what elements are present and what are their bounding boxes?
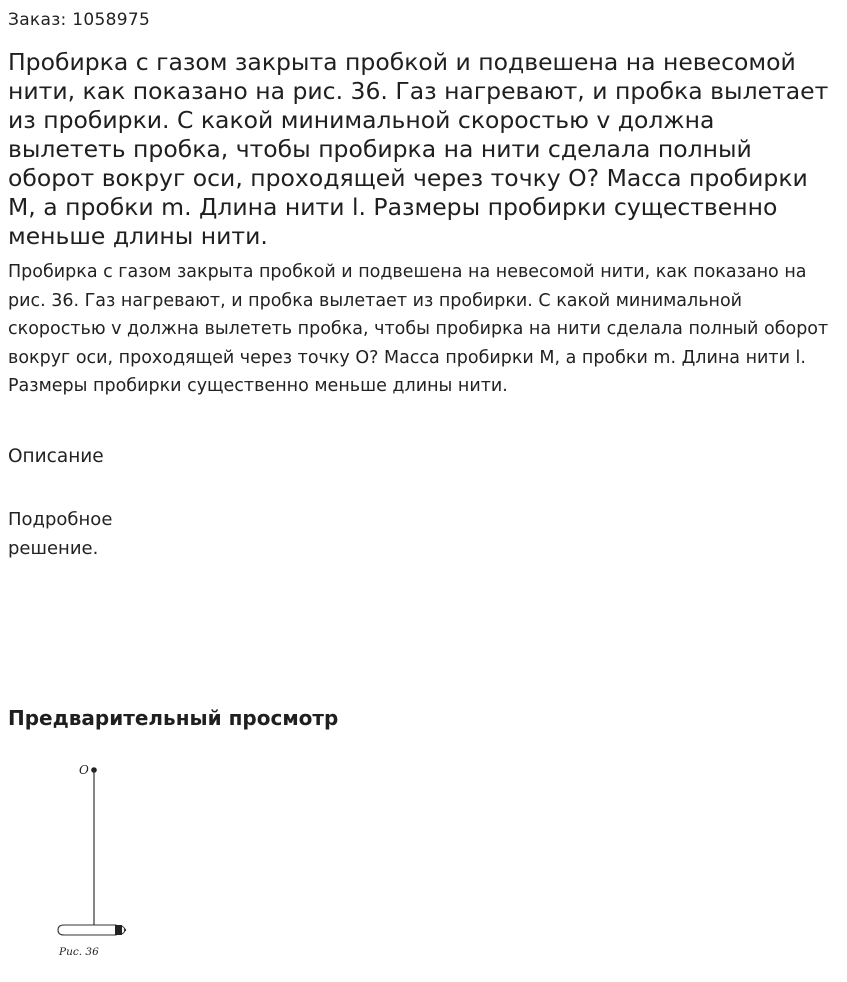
cork-dot bbox=[124, 929, 126, 931]
order-number: Заказ: 1058975 bbox=[8, 10, 151, 30]
test-tube bbox=[58, 925, 116, 935]
description-label: Описание bbox=[8, 446, 104, 467]
point-o-label: O bbox=[79, 763, 89, 777]
pendulum-diagram bbox=[50, 755, 150, 965]
preview-heading: Предварительный просмотр bbox=[8, 706, 339, 730]
figure-caption: Рис. 36 bbox=[59, 946, 99, 958]
description-text: Подробное решение. bbox=[8, 509, 113, 559]
problem-text: Пробирка с газом закрыта пробкой и подвешена на невесомой нити, как показано на рис. 36. Газ нагревают, и пробка вылетает из пробирки. С какой минимальной скоростью v должна вылететь пробка, чтобы пробирка на нити сделала полный оборот вокруг оси, проходящей через точку O? Масса пробирки M, а пробки m. Длина нити l. Размеры пробирки существенно меньше длины нити. bbox=[8, 262, 829, 397]
page-title: Пробирка с газом закрыта пробкой и подвешена на невесомой нити, как показано на рис. 36. Газ нагревают, и пробка вылетает из пробирки. С какой минимальной скоростью v должна вылететь пробка, чтобы пробирка на нити сделала полный оборот вокруг оси, проходящей через точку O? Масса пробирки M, а пробки m. Длина нити l. Размеры пробирки существенно меньше длины нити. bbox=[8, 48, 829, 250]
preview-figure bbox=[50, 755, 150, 965]
cork bbox=[115, 925, 122, 935]
